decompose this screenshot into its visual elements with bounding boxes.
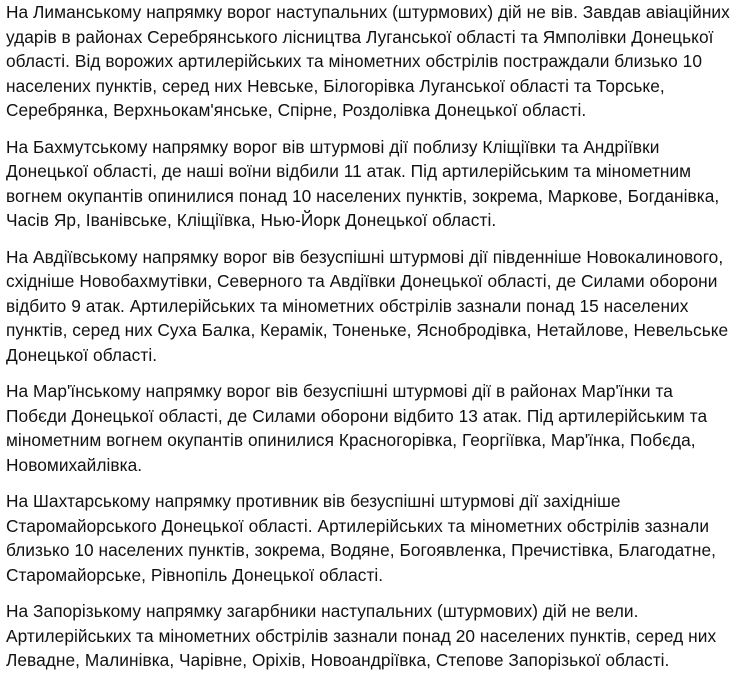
text-line: ударів в районах Серебрянського лісництва Луганської області та Ямполівки Донецької [6,26,714,47]
post-body [6,0,746,673]
text-line: Новомихайлівка. [6,454,143,475]
text-line: На Бахмутському напрямку ворог вів штурмові дії поблизу Кліщіївки та Андріївки [6,136,660,157]
text-line: На Авдіївському напрямку ворог вів безуспішні штурмові дії південніше Новокалинового, [6,246,724,267]
text-line: Часів Яр, Іванівське, Кліщіївка, Нью-Йорк Донецької області. [6,210,497,230]
text-line: Донецької області. [6,344,158,365]
text-line: відбито 9 атак. Артилерійських та мінометних обстрілів зазнали понад 15 населених [6,295,689,316]
text-line: Побєди Донецької області, де Силами оборони відбито 13 атак. Під артилерійським та [6,405,708,426]
text-line: східніше Новобахмутівки, Северного та Авдіївки Донецької області, де Силами оборони [6,271,718,291]
text-line: мінометним вогнем окупантів опинилися Красногорівка, Георгіївка, Мар'їнка, Побєда, [6,430,696,450]
text-line: На Лиманському напрямку ворог наступальних (штурмових) дій не вів. Завдав авіаційних [6,2,730,22]
text-line: На Запорізькому напрямку загарбники наступальних (штурмових) дій не вели. [6,601,639,621]
text-line: Левадне, Малинівка, Чарівне, Оріхів, Новоандріївка, Степове Запорізької області. [6,650,670,670]
text-line: Донецької області, де наші воїни відбили 11 атак. Під артилерійським та мінометним [6,161,692,181]
paragraph-avdiivka [6,245,746,368]
text-line: пунктів, серед них Суха Балка, Керамік, Тоненьке, Яснобродівка, Нетайлове, Невельське [6,320,729,340]
paragraph-lyman [6,0,746,123]
paragraph-zaporizhzhia [6,599,746,673]
paragraph-marinka [6,379,746,477]
paragraph-bakhmut [6,135,746,233]
text-line: На Мар'їнському напрямку ворог вів безуспішні штурмові дії в районах Мар'їнки та [6,381,673,401]
text-line: області. Від ворожих артилерійських та мінометних обстрілів постраждали близько 10 [6,51,702,71]
text-line: Старомайорського Донецької області. Артилерійських та мінометних обстрілів зазнали [6,515,710,536]
text-line: населених пунктів, серед них Невське, Білогорівка Луганської області та Торське, [6,75,665,96]
text-line: близько 10 населених пунктів, зокрема, Водяне, Богоявленка, Пречистівка, Благодатне, [6,540,717,560]
text-line: вогнем окупантів опинилися понад 10 населених пунктів, зокрема, Маркове, Богданівка, [6,185,720,206]
text-line: Серебрянка, Верхньокам'янське, Спірне, Роздолівка Донецької області. [6,100,587,120]
text-line: Артилерійських та мінометних обстрілів зазнали понад 20 населених пунктів, серед них [6,625,717,646]
text-line: На Шахтарському напрямку противник вів безуспішні штурмові дії західніше [6,491,621,511]
paragraph-shakhtarsk [6,489,746,587]
text-line: Старомайорське, Рівнопіль Донецької області. [6,564,384,585]
